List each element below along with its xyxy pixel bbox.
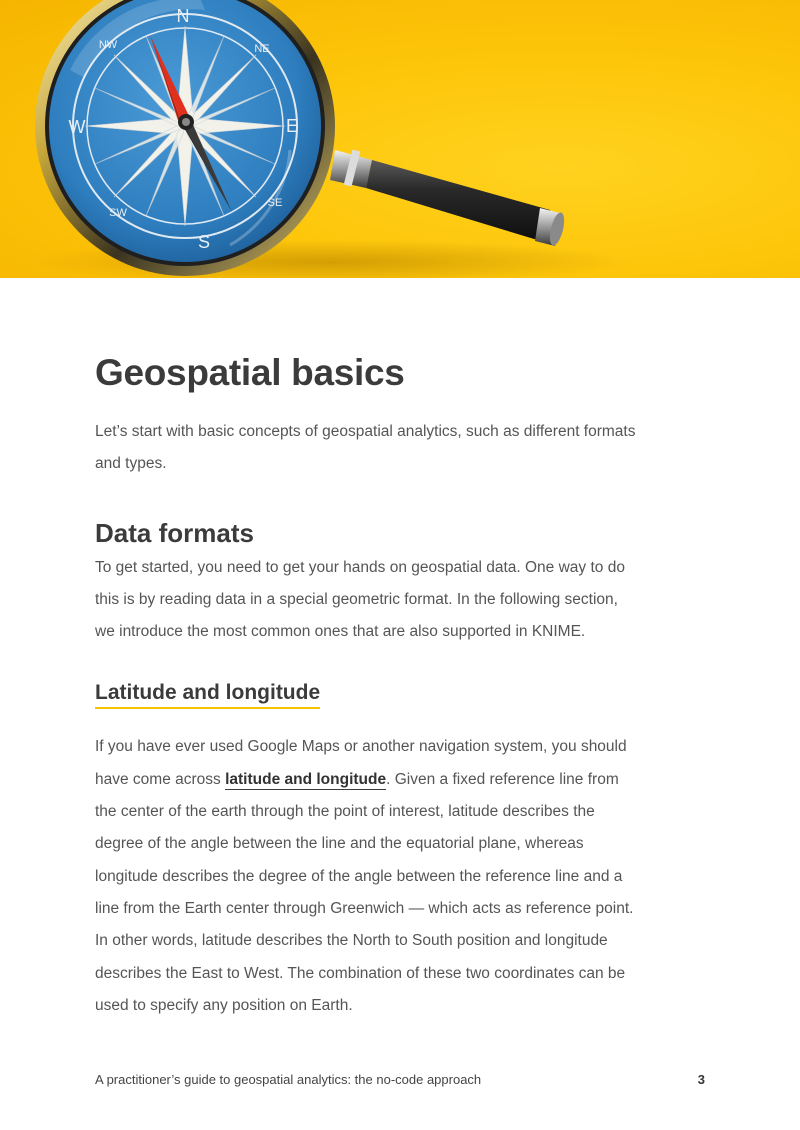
subsection-paragraph-latitude-longitude	[95, 731, 640, 1022]
compass-label-n: N	[176, 6, 190, 26]
intro-paragraph: Let’s start with basic concepts of geospatial analytics, such as different formats and types.	[95, 423, 636, 473]
magnifying-glass-compass-illustration	[0, 0, 800, 278]
magnifier-handle	[330, 150, 567, 247]
main-content	[95, 350, 640, 1022]
page-footer	[95, 1072, 705, 1092]
latitude-longitude-link[interactable]: latitude and longitude	[225, 770, 387, 788]
subsection-heading-latitude-longitude: Latitude and longitude	[95, 680, 320, 709]
compass-label-se: SE	[267, 197, 283, 209]
compass-label-s: S	[197, 232, 211, 252]
compass-label-ne: NE	[254, 43, 270, 55]
compass-label-nw: NW	[98, 39, 118, 51]
section-heading-data-formats: Data formats	[95, 517, 254, 548]
section-paragraph-data-formats: To get started, you need to get your hands on geospatial data. One way to do this is by reading data in a special geometric format. In the following section, we introduce the most common ones that are also supported in KNIME.	[95, 558, 625, 641]
hero-image	[0, 0, 800, 278]
compass-label-w: W	[68, 117, 86, 137]
compass-label-e: E	[285, 116, 299, 136]
subsection-heading-wrapper	[95, 680, 640, 709]
compass-label-sw: SW	[109, 207, 127, 219]
paragraph-text-before-link: If you have ever used Google Maps or another navigation system, you should have come across	[95, 738, 627, 788]
footer-document-title: A practitioner’s guide to geospatial analytics: the no-code approach	[95, 1072, 482, 1087]
footer-page-number: 3	[697, 1072, 705, 1087]
paragraph-text-after-link: . Given a fixed reference line from the center of the earth through the point of interest, latitude describes the degree of the angle between the line and the equatorial plane, whereas longitude describes the degree of the angle between the reference line and a line from the Earth center through Greenwich — which acts as reference point. In other words, latitude describes the North to South position and longitude describes the East to West. The combination of these two coordinates can be used to specify any position on Earth.	[95, 770, 634, 1014]
page-title: Geospatial basics	[95, 352, 405, 393]
